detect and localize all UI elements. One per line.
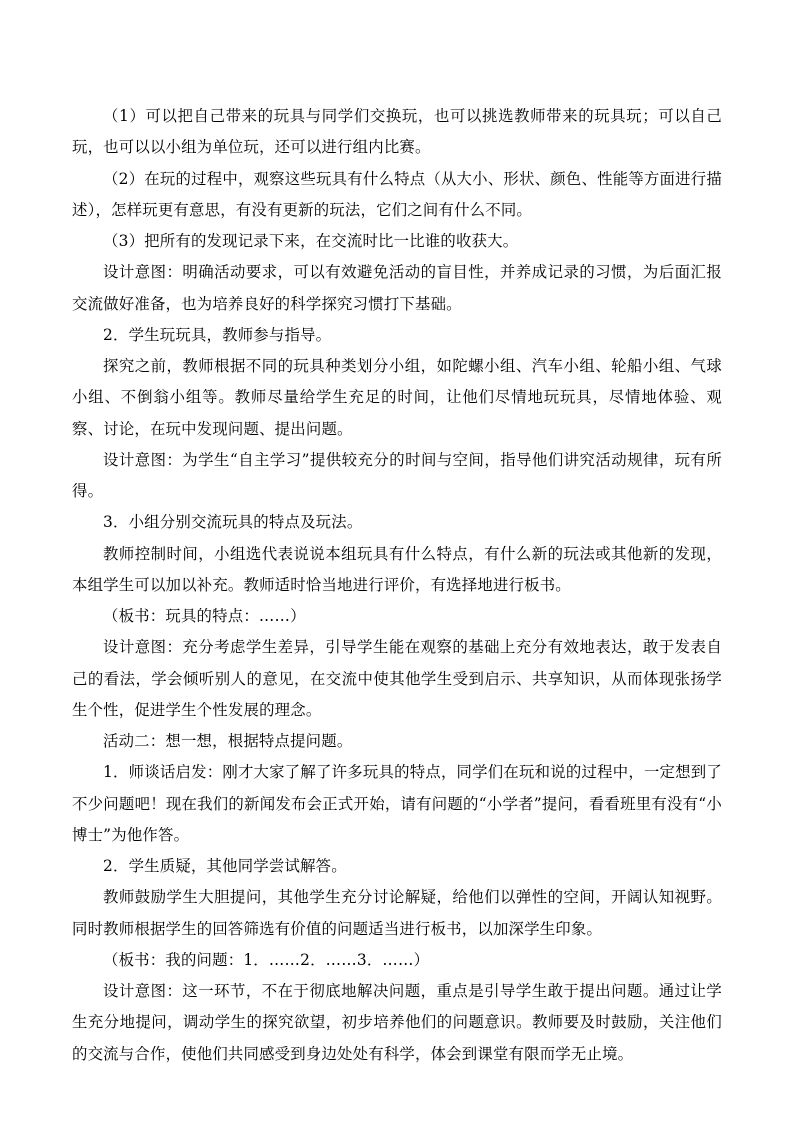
paragraph-board-note-2: （板书：我的问题：1．……2．……3．……） bbox=[103, 950, 430, 969]
paragraph-step-3-body: 教师控制时间，小组选代表说说本组玩具有什么特点，有什么新的玩法或其他新的发现，本组学生可以加以补充。教师适时恰当地进行评价，有选择地进行板书。 bbox=[72, 544, 722, 594]
paragraph-design-intent-4: 设计意图：这一环节，不在于彻底地解决问题，重点是引导学生敢于提出问题。通过让学生充分地提问，调动学生的探究欲望，初步培养他们的问题意识。教师要及时鼓励，关注他们的交流与合作，使他们共同感受到身边处处有科学，体会到课堂有限而学无止境。 bbox=[72, 982, 722, 1063]
paragraph-step-3-heading: 3．小组分别交流玩具的特点及玩法。 bbox=[103, 513, 363, 532]
paragraph-activity-2-step-2: 2．学生质疑，其他同学尝试解答。 bbox=[103, 857, 347, 875]
paragraph-step-2-body: 探究之前，教师根据不同的玩具种类划分小组，如陀螺小组、汽车小组、轮船小组、气球小组、不倒翁小组等。教师尽量给学生充足的时间，让他们尽情地玩玩具，尽情地体验、观察、讨论，在玩中发现问题、提出问题。 bbox=[72, 357, 722, 438]
document-body bbox=[72, 101, 722, 1070]
paragraph-activity-2-step-1: 1．师谈话启发：刚才大家了解了许多玩具的特点，同学们在玩和说的过程中，一定想到了不少问题吧！现在我们的新闻发布会正式开始，请有问题的“小学者”提问，看看班里有没有“小博士”为他作答。 bbox=[72, 763, 722, 844]
paragraph-rule-1: （1）可以把自己带来的玩具与同学们交换玩，也可以挑选教师带来的玩具玩；可以自己玩，也可以以小组为单位玩，还可以进行组内比赛。 bbox=[72, 107, 722, 157]
paragraph-rule-3: （3）把所有的发现记录下来，在交流时比一比谁的收获大。 bbox=[103, 232, 519, 250]
paragraph-activity-2-body: 教师鼓励学生大胆提问，其他学生充分讨论解疑，给他们以弹性的空间，开阔认知视野。同时教师根据学生的回答筛选有价值的问题适当进行板书，以加深学生印象。 bbox=[72, 888, 722, 938]
paragraph-rule-2: （2）在玩的过程中，观察这些玩具有什么特点（从大小、形状、颜色、性能等方面进行描述），怎样玩更有意思，有没有更新的玩法，它们之间有什么不同。 bbox=[72, 169, 722, 219]
paragraph-design-intent-3: 设计意图：充分考虑学生差异，引导学生能在观察的基础上充分有效地表达，敢于发表自己的看法，学会倾听别人的意见，在交流中使其他学生受到启示、共享知识，从而体现张扬学生个性，促进学生个性发展的理念。 bbox=[72, 638, 722, 719]
paragraph-board-note-1: （板书：玩具的特点：……） bbox=[103, 607, 306, 625]
paragraph-step-2-heading: 2．学生玩玩具，教师参与指导。 bbox=[103, 325, 332, 344]
paragraph-activity-2-heading: 活动二：想一想，根据特点提问题。 bbox=[103, 732, 353, 750]
paragraph-design-intent-2: 设计意图：为学生“自主学习”提供较充分的时间与空间，指导他们讲究活动规律，玩有所得。 bbox=[72, 450, 722, 500]
paragraph-design-intent-1: 设计意图：明确活动要求，可以有效避免活动的盲目性，并养成记录的习惯，为后面汇报交流做好准备，也为培养良好的科学探究习惯打下基础。 bbox=[72, 263, 722, 313]
